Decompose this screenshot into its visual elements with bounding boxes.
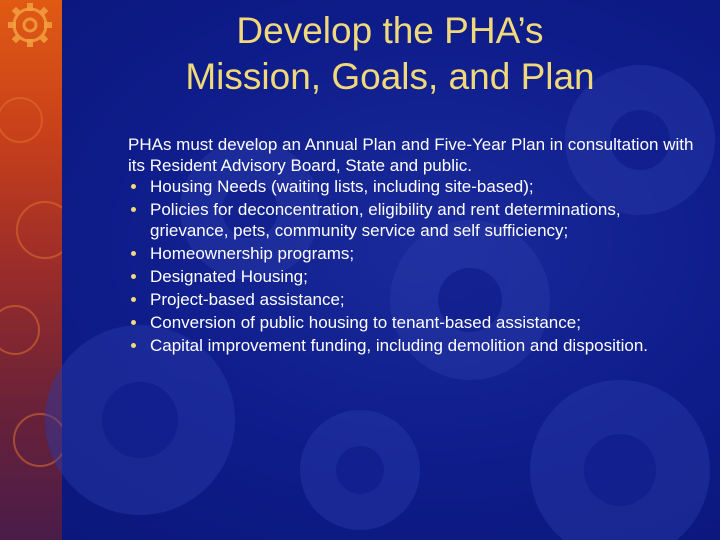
list-item-text: Capital improvement funding, including demolition and disposition.: [150, 336, 649, 355]
bullet-icon: [131, 320, 136, 325]
title-line-1: Develop the PHA’s: [236, 10, 544, 51]
list-item: [128, 266, 703, 287]
title-line-2: Mission, Goals, and Plan: [185, 56, 595, 97]
list-item: [128, 312, 703, 333]
list-item: [128, 243, 703, 264]
intro-paragraph: PHAs must develop an Annual Plan and Five-Year Plan in consultation with its Resident Advisory Board, State and public.: [128, 135, 694, 175]
bullet-icon: [131, 343, 136, 348]
list-item-text: Project-based assistance;: [150, 290, 345, 309]
list-item: [128, 199, 703, 241]
slide-title: [110, 8, 670, 100]
list-item-text: Designated Housing;: [150, 267, 308, 286]
list-item: [128, 335, 703, 356]
bullet-icon: [131, 207, 136, 212]
bullet-icon: [131, 251, 136, 256]
bullet-list: [128, 176, 703, 356]
list-item-text: Policies for deconcentration, eligibility and rent determinations, grievance, pets, community service and self sufficiency;: [150, 200, 621, 240]
list-item-text: Housing Needs (waiting lists, including site-based);: [150, 177, 534, 196]
bullet-icon: [131, 184, 136, 189]
list-item: [128, 176, 703, 197]
bullet-icon: [131, 297, 136, 302]
list-item: [128, 289, 703, 310]
list-item-text: Homeownership programs;: [150, 244, 355, 263]
slide-body: [128, 134, 703, 358]
list-item-text: Conversion of public housing to tenant-based assistance;: [150, 313, 581, 332]
bullet-icon: [131, 274, 136, 279]
